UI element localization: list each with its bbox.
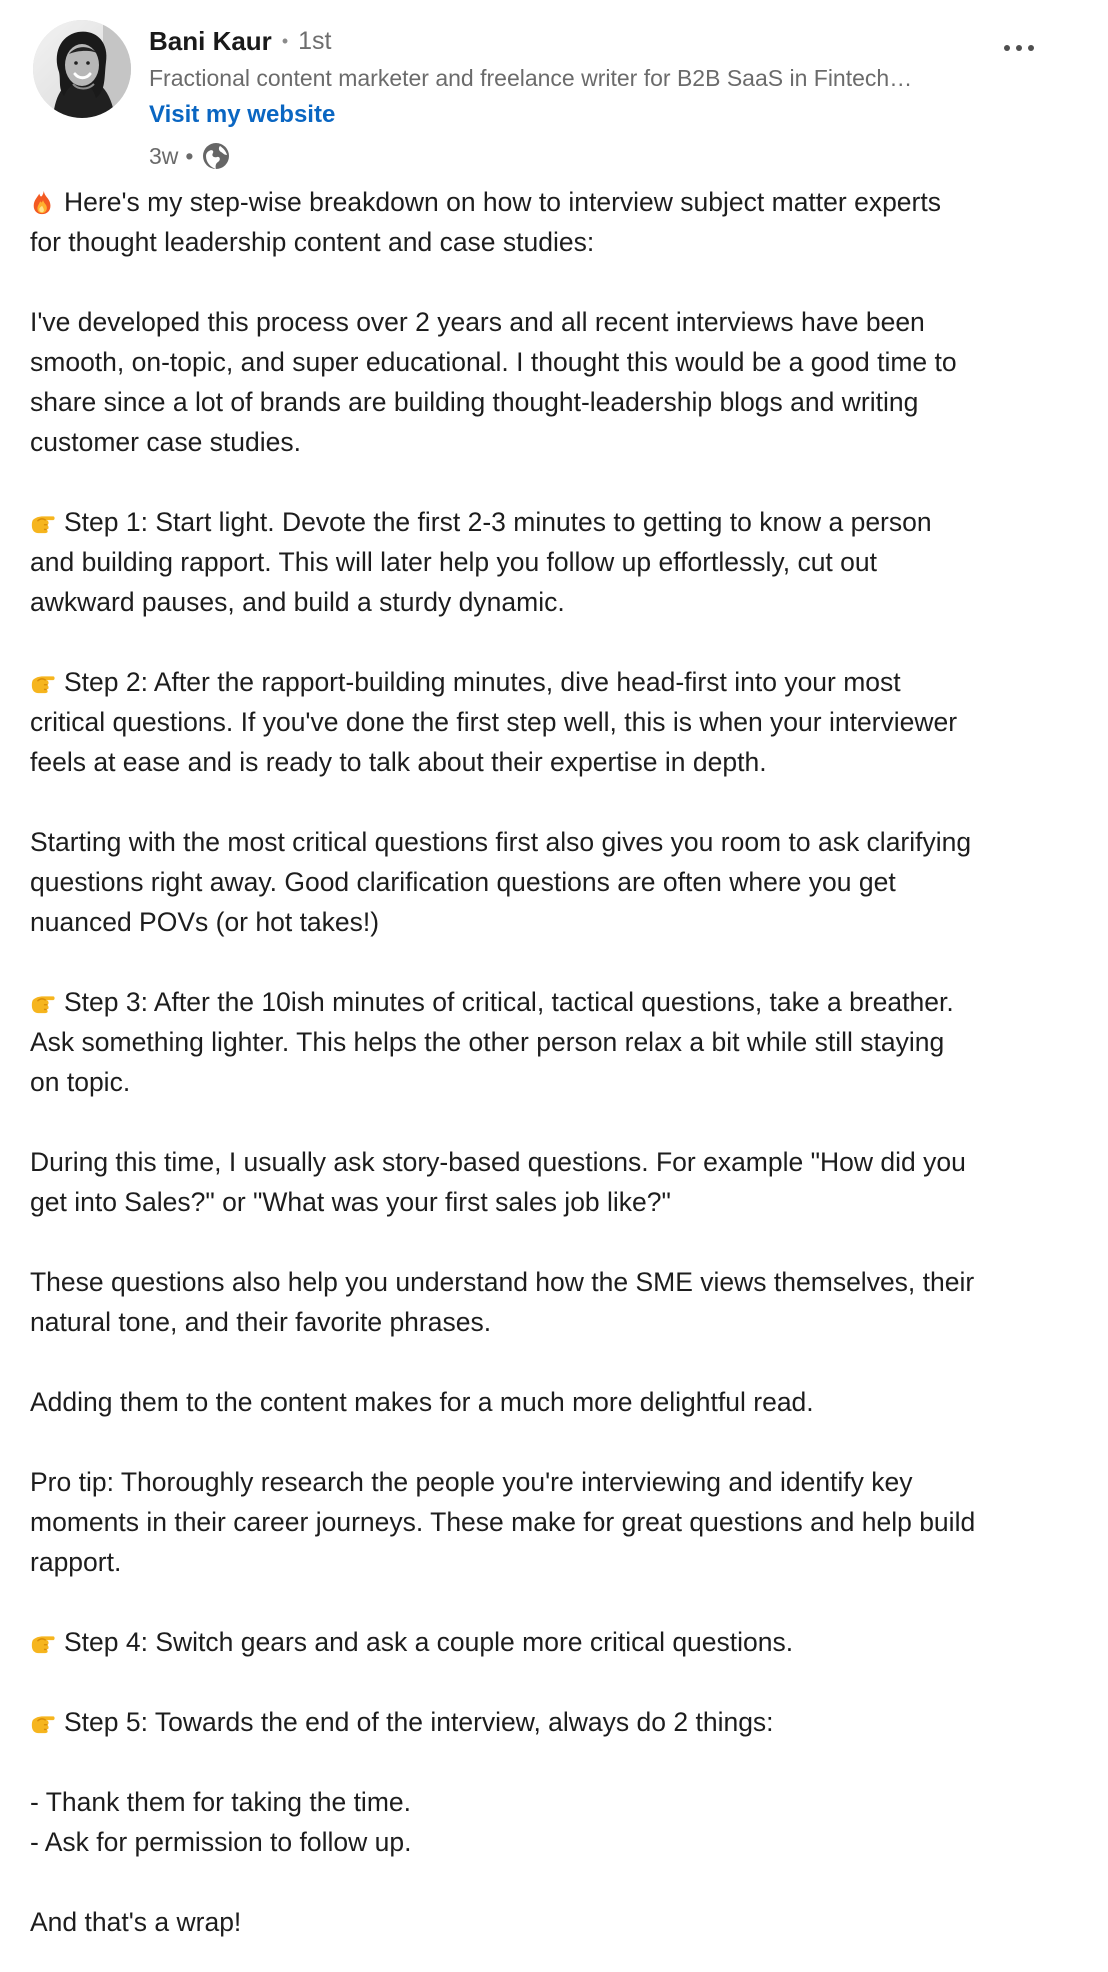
paragraph-gap	[30, 1422, 1080, 1462]
more-dot-icon	[1016, 45, 1022, 51]
post-text-line	[30, 1302, 1080, 1342]
post-text: smooth, on-topic, and super educational. I thought this would be a good time to	[30, 347, 957, 377]
post-text: Step 3: After the 10ish minutes of critical, tactical questions, take a breather.	[64, 987, 954, 1017]
post-text: questions right away. Good clarification questions are often where you get	[30, 867, 896, 897]
post-text: natural tone, and their favorite phrases.	[30, 1307, 492, 1337]
post-text-line	[30, 662, 1080, 702]
avatar[interactable]	[33, 20, 131, 118]
post-text-line	[30, 1262, 1080, 1302]
author-name[interactable]: Bani Kaur	[149, 25, 272, 56]
post-text-line	[30, 1702, 1080, 1742]
post-header	[33, 20, 1073, 170]
post-text-line	[30, 1782, 1080, 1822]
post-text-line	[30, 982, 1080, 1022]
post-text: Here's my step-wise breakdown on how to interview subject matter experts	[64, 187, 941, 217]
pointing-hand-emoji-icon	[30, 986, 56, 1012]
post-text: Starting with the most critical questions first also gives you room to ask clarifying	[30, 827, 972, 857]
more-dot-icon	[1028, 45, 1034, 51]
paragraph-gap	[30, 1222, 1080, 1262]
post-text-line	[30, 1142, 1080, 1182]
post-time: 3w	[149, 142, 179, 169]
post-text: During this time, I usually ask story-based questions. For example "How did you	[30, 1147, 966, 1177]
post-text: critical questions. If you've done the first step well, this is when your interviewer	[30, 707, 958, 737]
post-text-line	[30, 1022, 1080, 1062]
post-text: Step 2: After the rapport-building minutes, dive head-first into your most	[64, 667, 901, 697]
post-text: customer case studies.	[30, 427, 302, 457]
post-text-line	[30, 862, 1080, 902]
post-text: on topic.	[30, 1067, 131, 1097]
paragraph-gap	[30, 622, 1080, 662]
post-text-line	[30, 822, 1080, 862]
post-meta	[149, 138, 1009, 174]
pointing-hand-emoji-icon	[30, 1706, 56, 1732]
post-text-line	[30, 1542, 1080, 1582]
paragraph-gap	[30, 1662, 1080, 1702]
post-text: These questions also help you understand how the SME views themselves, their	[30, 1267, 975, 1297]
connection-degree: 1st	[298, 26, 332, 55]
post-text: Step 4: Switch gears and ask a couple more critical questions.	[64, 1627, 794, 1657]
post-text: And that's a wrap!	[30, 1907, 242, 1937]
post-text-line	[30, 182, 1080, 222]
post-text-line	[30, 1822, 1080, 1862]
post-text-line	[30, 742, 1080, 782]
more-options-button[interactable]	[998, 36, 1040, 60]
post-text: feels at ease and is ready to talk about their expertise in depth.	[30, 747, 767, 777]
pointing-hand-emoji-icon	[30, 666, 56, 692]
post-text-line	[30, 1182, 1080, 1222]
post-text-line	[30, 382, 1080, 422]
more-dot-icon	[1004, 45, 1010, 51]
post-text-line	[30, 1902, 1080, 1942]
paragraph-gap	[30, 1582, 1080, 1622]
name-separator: •	[281, 30, 289, 51]
paragraph-gap	[30, 1342, 1080, 1382]
post-text-line	[30, 902, 1080, 942]
post-text: - Ask for permission to follow up.	[30, 1827, 412, 1857]
post-text: for thought leadership content and case studies:	[30, 227, 595, 257]
post-text: Step 1: Start light. Devote the first 2-3 minutes to getting to know a person	[64, 507, 932, 537]
post-text-line	[30, 1622, 1080, 1662]
author-headline: Fractional content marketer and freelance writer for B2B SaaS in Fintech…	[149, 65, 913, 91]
post-text: - Thank them for taking the time.	[30, 1787, 411, 1817]
paragraph-gap	[30, 462, 1080, 502]
paragraph-gap	[30, 1862, 1080, 1902]
post-text-line	[30, 502, 1080, 542]
post-text-line	[30, 1062, 1080, 1102]
post-text: Pro tip: Thoroughly research the people you're interviewing and identify key	[30, 1467, 913, 1497]
author-name-row	[149, 22, 1009, 60]
paragraph-gap	[30, 1102, 1080, 1142]
post-text-line	[30, 542, 1080, 582]
post-body	[30, 182, 1080, 1942]
post-text: and building rapport. This will later help you follow up effortlessly, cut out	[30, 547, 877, 577]
post-text: Adding them to the content makes for a much more delightful read.	[30, 1387, 814, 1417]
fire-emoji-icon	[30, 186, 56, 212]
pointing-hand-emoji-icon	[30, 506, 56, 532]
post-text: moments in their career journeys. These make for great questions and help build	[30, 1507, 976, 1537]
visit-website-link[interactable]: Visit my website	[149, 101, 336, 128]
post-text: Step 5: Towards the end of the interview, always do 2 things:	[64, 1707, 774, 1737]
post-text-line	[30, 342, 1080, 382]
paragraph-gap	[30, 262, 1080, 302]
paragraph-gap	[30, 1742, 1080, 1782]
post-text-line	[30, 702, 1080, 742]
paragraph-gap	[30, 782, 1080, 822]
post-text-line	[30, 582, 1080, 622]
post-text-line	[30, 302, 1080, 342]
post-text-line	[30, 1502, 1080, 1542]
meta-separator: •	[185, 142, 194, 169]
post-text: rapport.	[30, 1547, 122, 1577]
post-text-line	[30, 1382, 1080, 1422]
paragraph-gap	[30, 942, 1080, 982]
post-text: get into Sales?" or "What was your first sales job like?"	[30, 1187, 671, 1217]
author-photo	[33, 20, 131, 118]
post-text-line	[30, 422, 1080, 462]
post-text: awkward pauses, and build a sturdy dynamic.	[30, 587, 565, 617]
post-text: I've developed this process over 2 years and all recent interviews have been	[30, 307, 925, 337]
post-text-line	[30, 1462, 1080, 1502]
pointing-hand-emoji-icon	[30, 1626, 56, 1652]
post-text: Ask something lighter. This helps the other person relax a bit while still staying	[30, 1027, 945, 1057]
post-text: share since a lot of brands are building thought-leadership blogs and writing	[30, 387, 919, 417]
globe-icon	[200, 140, 232, 172]
author-meta	[149, 22, 1009, 174]
post-text: nuanced POVs (or hot takes!)	[30, 907, 380, 937]
post-text-line	[30, 222, 1080, 262]
